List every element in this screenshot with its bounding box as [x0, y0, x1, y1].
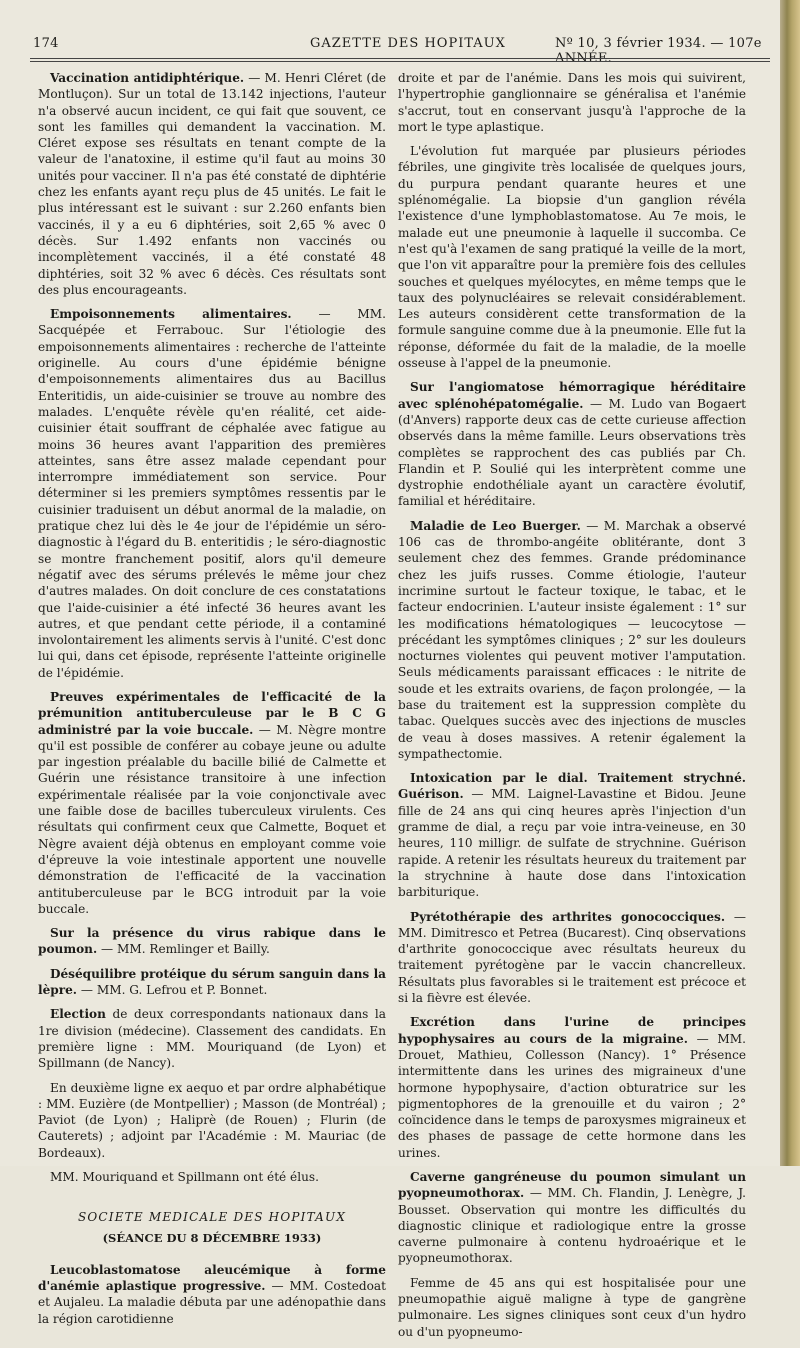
article-heading: Caverne gangréneuse du poumon simulant un pyopneumothorax.	[398, 1170, 746, 1201]
section-subtitle: (SÉANCE DU 8 DÉCEMBRE 1933)	[102, 1230, 322, 1245]
article-heading: Excrétion dans l'urine de principes hypophysaires au cours de la migraine.	[398, 1015, 746, 1046]
article-heading: Pyrétothérapie des arthrites gonococciques.	[410, 909, 726, 924]
page-header	[30, 36, 782, 66]
article-heading: Sur la présence du virus rabique dans le poumon.	[38, 926, 386, 957]
article-heading: Intoxication par le dial. Traitement strychné. Guérison.	[398, 771, 746, 802]
header-rule	[30, 58, 770, 59]
article-heading: Maladie de Leo Buerger.	[410, 518, 581, 533]
right-column	[398, 70, 746, 1348]
article-paragraph	[398, 1275, 746, 1340]
article-text: En deuxième ligne ex aequo et par ordre alphabétique : MM. Euzière (de Montpellier) ; Masson (de Montréal) ; Paviot (de Lyon) ; Haliprè (de Rouen) ; Flurin (de Cauterets) ; adjoint par l'Académie : M. Mauriac (de Bordeaux).	[38, 1080, 386, 1160]
article-text: — MM. Remlinger et Bailly.	[97, 942, 270, 957]
article-text: de deux correspondants nationaux dans la 1re division (médecine). Classement des candidats. En première ligne : MM. Mouriquand (de Lyon) et Spillmann (de Nancy).	[38, 1007, 386, 1071]
page-number: 174	[33, 36, 59, 51]
article-text: — M. Nègre montre qu'il est possible de conférer au cobaye jeune ou adulte par ingestion préalable du bacille bilié de Calmette et Guérin une résistance transitoire à une infection expérimentale réalisée par la voie conjonctivale avec une faible dose de bacilles tuberculeux virulents. Ces résultats qui confirment ceux que Calmette, Boquet et Nègre avaient déjà obtenus en employant comme voie d'épreuve la voie intestinale apportent une nouvelle démonstration de l'efficacité de la vaccination antituberculeuse par le BCG introduit par la voie buccale.	[38, 722, 386, 916]
article-heading: Preuves expérimentales de l'efficacité de la prémunition antituberculeuse par le B C G administré par la voie buccale.	[38, 689, 386, 737]
journal-title: GAZETTE DES HOPITAUX	[310, 36, 506, 51]
section-title: SOCIETE MEDICALE DES HOPITAUX	[77, 1210, 347, 1225]
article-text: — M. Marchak a observé 106 cas de thrombo-angéite oblitérante, dont 3 seulement chez des femmes. Grande prédominance chez les juifs russes. Comme étiologie, l'auteur incrimine surtout le facteur toxique, le tabac, et le facteur endocrinien. L'auteur insiste également : 1° sur les modifications hématologiques — leucocytose — précédant les symptômes cliniques ; 2° sur les douleurs nocturnes violentes qui peuvent motiver l'amputation. Seuls médicaments paraissant efficaces : le nitrite de soude et les extraits ovariens, de façon prolongée, — la base du traitement est la suppression complète du tabac. Quelques succès avec des injections de muscles de veau à doses massives. A retenir également la sympathectomie.	[398, 518, 746, 761]
article-paragraph	[38, 1169, 386, 1185]
article-paragraph	[38, 70, 386, 298]
article-paragraph	[38, 966, 386, 999]
article-text: L'évolution fut marquée par plusieurs périodes fébriles, une gingivite très localisée de quelques jours, du purpura pendant quarante heures et une splénomégalie. La biopsie d'un ganglion révéla l'existence d'une lymphoblastomatose. Au 7e mois, le malade eut une pneumonie à laquelle il succomba. Ce n'est qu'à l'examen de sang pratiqué la veille de la mort, que l'on vit apparaître pour la première fois des cellules souches et quelques myélocytes, en même temps que le taux des polynucléaires se relevait considérablement. Les auteurs considèrent cette transformation de la formule sanguine comme due à la pneumonie. Elle fut la réponse, déformée du fait de la maladie, de la moelle osseuse à l'appel de la pneumonie.	[398, 144, 746, 371]
article-paragraph	[398, 518, 746, 762]
article-text: Femme de 45 ans qui est hospitalisée pour une pneumopathie aiguë maligne à type de gangrène pulmonaire. Les signes cliniques sont ceux d'un hydro ou d'un pyopneumo-	[398, 1275, 746, 1339]
left-column	[38, 70, 386, 1335]
section-heading	[38, 1209, 386, 1246]
article-paragraph	[38, 1006, 386, 1071]
article-paragraph	[38, 306, 386, 681]
article-heading: Vaccination antidiphtérique.	[50, 71, 245, 85]
article-text: MM. Mouriquand et Spillmann ont été élus.	[50, 1170, 319, 1184]
page-edge	[780, 0, 800, 1166]
article-paragraph	[398, 770, 746, 900]
article-text: — MM. Laignel-Lavastine et Bidou. Jeune fille de 24 ans qui cinq heures après l'injection d'un gramme de dial, a reçu par voie intra-veineuse, en 30 heures, 110 milligr. de sulfate de strychnine. Guérison rapide. A retenir les résultats heureux du traitement par la strychnine à haute dose dans l'intoxication barbiturique.	[398, 787, 746, 900]
article-text: droite et par de l'anémie. Dans les mois qui suivirent, l'hypertrophie ganglionnaire se généralisa et l'anémie s'accrut, tout en conservant jusqu'à l'approche de la mort le type aplastique.	[398, 71, 746, 134]
article-paragraph	[398, 379, 746, 509]
article-paragraph	[38, 1080, 386, 1161]
article-text: — MM. Drouet, Mathieu, Collesson (Nancy). 1° Présence intermittente dans les urines des migraineux d'une hormone hypophysaire, d'action obturatrice sur les pigmentophores de la grenouille et du vairon ; 2° coïncidence dans le temps de paroxysmes migraineux et des phases de passage de cette hormone dans les urines.	[398, 1031, 746, 1160]
article-paragraph	[398, 143, 746, 371]
article-paragraph	[398, 1169, 746, 1267]
article-text: — MM. Dimitresco et Petrea (Bucarest). Cinq observations d'arthrite gonococcique avec résultats heureux du traitement pyrétogène par le vaccin chancrelleux. Résultats plus favorables si le traitement est précoce et si la fièvre est élevée.	[398, 909, 746, 1006]
article-paragraph	[38, 925, 386, 958]
article-heading: Empoisonnements alimentaires.	[50, 307, 292, 322]
article-paragraph	[38, 1262, 386, 1327]
article-heading: Leucoblastomatose aleucémique à forme d'anémie aplastique progressive.	[38, 1262, 386, 1294]
article-text: — MM. G. Lefrou et P. Bonnet.	[77, 983, 268, 998]
article-text: — MM. Ch. Flandin, J. Lenègre, J. Bousset. Observation qui montre les difficultés du diagnostic clinique et radiologique entre la grosse caverne pulmonaire à contenu hydroaérique et le pyopneumothorax.	[398, 1186, 746, 1266]
article-text: — M. Ludo van Bogaert (d'Anvers) rapporte deux cas de cette curieuse affection observés dans la même famille. Leurs observations très complètes se rapprochent des cas publiés par Ch. Flandin et P. Soulié qui les interprètent comme une dystrophie endothéliale ayant un caractère évolutif, familial et héréditaire.	[398, 396, 746, 509]
article-heading: Déséquilibre protéique du sérum sanguin dans la lèpre.	[38, 966, 386, 998]
article-paragraph	[38, 689, 386, 917]
article-paragraph	[398, 70, 746, 135]
article-paragraph	[398, 1014, 746, 1161]
article-paragraph	[398, 909, 746, 1007]
article-heading: Sur l'angiomatose hémorragique héréditaire avec splénohépatomégalie.	[398, 380, 746, 411]
article-text: — MM. Sacquépée et Ferrabouc. Sur l'étiologie des empoisonnements alimentaires : recherche de l'atteinte originelle. Au cours d'une épidémie bénigne d'empoisonnements alimentaires dus au Bacillus Enteritidis, un aide-cuisinier se trouve au nombre des malades. L'enquête révèle qu'en réalité, cet aide-cuisinier était souffrant de céphalée avec fatigue au moins 36 heures avant l'apparition des premières atteintes, sans être assez malade cependant pour interrompre immédiatement son service. Pour déterminer si les premiers symptômes ressentis par le cuisinier traduisent un début anormal de la maladie, on pratique chez lui dès le 4e jour de l'épidémie un séro-diagnostic à l'égard du B. enteritidis ; le séro-diagnostic se montre franchement positif, alors qu'il demeure négatif avec des sérums prélevés le même jour chez d'autres malades. On doit conclure de ces constatations que l'aide-cuisinier a été infecté 36 heures avant les autres, et que pendant cette période, il a contaminé involontairement les aliments servis à l'unité. C'est donc lui qui, dans cet épisode, représente l'atteinte originelle de l'épidémie.	[38, 307, 386, 680]
header-rule-second	[30, 61, 770, 62]
article-heading: Election	[50, 1007, 106, 1022]
article-text: — MM. Costedoat et Aujaleu. La maladie débuta par une adénopathie dans la région carotidienne	[38, 1279, 386, 1326]
article-text: — M. Henri Cléret (de Montluçon). Sur un total de 13.142 injections, l'auteur n'a observé aucun incident, ce qui fait que souvent, ce sont les familles qui demandent la vaccination. M. Cléret expose ses résultats en tenant compte de la valeur de l'anatoxine, il estime qu'il faut au moins 30 unités pour vacciner. Il n'a pas été constaté de diphtérie chez les enfants ayant reçu plus de 45 unités. Le fait le plus intéressant est le suivant : sur 2.260 enfants bien vaccinés, il y a eu 6 diphtéries, soit 2,65 % avec 0 décès. Sur 1.492 enfants non vaccinés ou incomplètement vaccinés, il a été constaté 48 diphtéries, soit 32 % avec 6 décès. Ces résultats sont des plus encourageants.	[38, 71, 386, 297]
issue-info: Nº 10, 3 février 1934. — 107e ANNÉE.	[555, 36, 762, 66]
